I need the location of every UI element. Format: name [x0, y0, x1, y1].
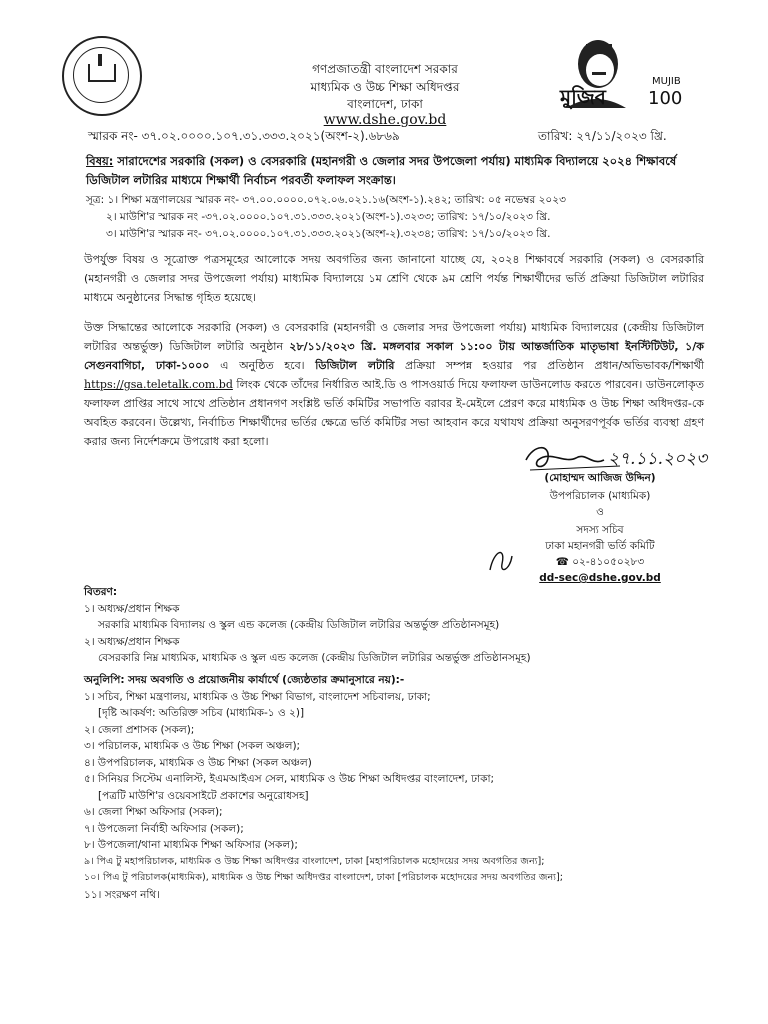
teletalk-link[interactable]: https://gsa.teletalk.com.bd: [84, 378, 233, 391]
paragraph-text: লিংক থেকে তাঁদের নির্ধারিত আই.ডি ও পাসওয়ার্ড দিয়ে ফলাফল ডাউনলোড করতে পারবেন। ডাউনলোকৃত ফলাফল প্রাপ্তির সাথে সাথে প্রতিষ্ঠান প্রধানগণ সংশ্লিষ্ট ভর্তি কমিটির সভাপতি বরাবর ই-মেইলে প্রেরণ করে মাধ্যমিক ও উচ্চ শিক্ষা অধিদপ্তর-কে অবহিত করবেন। উল্লেখ্য, নির্বাচিত শিক্ষার্থীদের ভর্তির ক্ষেত্রে ভর্তি কমিটির সভা আহবান করে যথাযথ প্রক্রিয়া অনুসরণপূর্বক ভর্তির ব্যবস্থা গ্রহণ করার জন্য নির্দেশক্রমে উপরোধ করা হলো।: [84, 378, 704, 448]
reference-item: ১। শিক্ষা মন্ত্রণালয়ের স্মারক নং- ৩৭.০০.০০০০.০৭২.০৬.০২১.১৬(অংশ-১).২৪২; তারিখ: ০৫ নভেম্বর ২০২৩: [107, 194, 566, 206]
signatory-email[interactable]: dd-sec@dshe.gov.bd: [539, 572, 661, 584]
copies-item-note: [দৃষ্টি আকর্ষণ: অতিরিক্ত সচিব (মাধ্যমিক-১ ও ২)]: [98, 707, 305, 719]
copies-item: ৩। পরিচালক, মাধ্যমিক ও উচ্চ শিক্ষা (সকল অঞ্চল);: [84, 740, 301, 752]
copies-item: ১১। সংরক্ষণ নথি।: [84, 888, 160, 901]
mujib-100-logo: [556, 30, 686, 110]
subject-block: [86, 152, 701, 190]
copies-item-note: [পত্রটি মাউশি'র ওয়েবসাইটে প্রকাশের অনুরোধসহ]: [98, 789, 309, 802]
copies-item: ২। জেলা প্রশাসক (সকল);: [84, 723, 195, 736]
signatory-phone: ☎ ০২-৪১০৫০২৮৩: [555, 556, 645, 568]
lottery-datetime-venue: ২৮/১১/২০২৩ খ্রি. মঙ্গলবার সকাল ১১:০০ টায় আন্তর্জাতিক মাতৃভাষা ইনস্টিটিউট, ১/ক সেগুনবাগিচা, ঢাকা-১০০০: [84, 340, 704, 372]
copies-item: ৪। উপপরিচালক, মাধ্যমিক ও উচ্চ শিক্ষা (সকল অঞ্চল): [84, 756, 312, 769]
paragraph-text: উক্ত সিদ্ধান্তের আলোকে সরকারি (সকল) ও বেসরকারি (মহানগরী ও জেলার সদর উপজেলা পর্যায়) মাধ্যমিক বিদ্যালয়ের (কেন্দ্রীয় ডিজিটাল লটারির অন্তর্ভুক্ত) ডিজিটাল লটারি অনুষ্ঠান: [84, 321, 704, 353]
gov-title: গণপ্রজাতন্ত্রী বাংলাদেশ সরকার: [312, 62, 458, 76]
memo-number: স্মারক নং- ৩৭.০২.০০০০.১০৭.৩১.৩৩৩.২০২১(অংশ-২).৬৮৬৯: [88, 129, 400, 143]
place-title: বাংলাদেশ, ঢাকা: [347, 97, 423, 111]
subject-label: বিষয়:: [86, 154, 114, 168]
handwritten-date: ২৭.১১.২০২৩: [608, 449, 708, 469]
body-paragraph-2: [84, 318, 704, 451]
reference-item: ২। মাউশি'র স্মারক নং -৩৭.০২.০০০০.১০৭.৩১.৩৩৩.২০২১(অংশ-১).৩২৩৩; তারিখ: ১৭/১০/২০২৩ খ্রি.: [106, 211, 551, 223]
copies-item: ৯। পিএ টু মহাপরিচালক, মাধ্যমিক ও উচ্চ শিক্ষা অধিদপ্তর বাংলাদেশ, ঢাকা [মহাপরিচালক মহোদয়ের সদয় অবগতির জন্য];: [84, 855, 545, 867]
paragraph-text: প্রক্রিয়া সম্পন্ন হওয়ার পর প্রতিষ্ঠান প্রধান/অভিভাবক/শিক্ষার্থী: [394, 359, 704, 372]
distribution-block: [84, 584, 724, 667]
reference-list: [86, 192, 706, 243]
reference-label: সূত্র:: [86, 194, 105, 206]
copies-item: ৮। উপজেলা/থানা মাধ্যমিক শিক্ষা অফিসার (সকল);: [84, 839, 298, 851]
signatory-name: (মোহাম্মদ আজিজ উদ্দিন): [544, 472, 656, 484]
website-link[interactable]: www.dshe.gov.bd: [323, 112, 447, 128]
memo-date: তারিখ: ২৭/১১/২০২৩ খ্রি.: [538, 129, 667, 143]
distribution-item-detail: বেসরকারি নিম্ন মাধ্যমিক, মাধ্যমিক ও স্কুল এন্ড কলেজ (কেন্দ্রীয় ডিজিটাল লটারির অন্তর্ভুক্ত প্রতিষ্ঠানসমূহ): [98, 652, 531, 664]
copies-item: ৫। সিনিয়র সিস্টেম এনালিস্ট, ইএমআইএস সেল, মাধ্যমিক ও উচ্চ শিক্ষা অধিদপ্তর বাংলাদেশ, ঢাকা;: [84, 773, 495, 785]
signatory-designation: উপপরিচালক (মাধ্যমিক): [549, 490, 651, 502]
reference-item: ৩। মাউশি'র স্মারক নং- ৩৭.০২.০০০০.১০৭.৩১.৩৩৩.২০২১(অংশ-২).৩২৩৪; তারিখ: ১৭/১০/২০২৩ খ্রি.: [106, 228, 551, 240]
seal-book-icon: [88, 64, 116, 82]
digital-lottery-label: ডিজিটাল লটারি: [315, 359, 395, 372]
copies-item: ১। সচিব, শিক্ষা মন্ত্রণালয়, মাধ্যমিক ও উচ্চ শিক্ষা বিভাগ, বাংলাদেশ সচিবালয়, ঢাকা;: [84, 690, 431, 703]
copies-block: [84, 672, 724, 903]
copies-item: ৭। উপজেলা নির্বাহী অফিসার (সকল);: [84, 822, 244, 835]
signatory-and: ও: [596, 506, 604, 518]
distribution-item: ১। অধ্যক্ষ/প্রধান শিক্ষক: [84, 602, 180, 615]
signatory-committee: ঢাকা মহানগরী ভর্তি কমিটি: [545, 540, 655, 552]
signatory-role: সদস্য সচিব: [576, 524, 624, 536]
subject-text: সারাদেশের সরকারি (সকল) ও বেসরকারি (মহানগরী ও জেলার সদর উপজেলা পর্যায়) মাধ্যমিক বিদ্যালয়ে ২০২৪ শিক্ষাবর্ষে ডিজিটাল লটারির মাধ্যমে শিক্ষার্থী নির্বাচন পরবর্তী ফলাফল সংক্রান্ত।: [86, 154, 677, 187]
dept-title: মাধ্যমিক ও উচ্চ শিক্ষা অধিদপ্তর: [310, 80, 460, 94]
dshe-seal-logo: [62, 36, 142, 116]
copies-title: অনুলিপি: সদয় অবগতি ও প্রয়োজনীয় কার্যার্থে (জ্যেষ্ঠতার ক্রমানুসারে নয়):-: [84, 674, 405, 686]
svg-text:MUJIB: MUJIB: [652, 76, 681, 87]
initial-signature: [486, 540, 516, 580]
copies-item: ৬। জেলা শিক্ষা অফিসার (সকল);: [84, 806, 223, 818]
distribution-item-detail: সরকারি মাধ্যমিক বিদ্যালয় ও স্কুল এন্ড কলেজ (কেন্দ্রীয় ডিজিটাল লটারির অন্তর্ভুক্ত প্রতিষ্ঠানসমূহ): [98, 619, 500, 631]
svg-text:100: 100: [648, 88, 683, 109]
body-paragraph-1: উপর্যুক্ত বিষয় ও সূত্রোক্ত পত্রসমূহের আলোকে সদয় অবগতির জন্য জানানো যাচ্ছে যে, ২০২৪ শিক্ষাবর্ষে সরকারি (সকল) ও বেসরকারি (মহানগরী ও জেলার সদর উপজেলা পর্যায়) মাধ্যমিক বিদ্যালয়ে ১ম শ্রেণি থেকে ৯ম শ্রেণি পর্যন্ত শিক্ষার্থীদের ভর্তি প্রক্রিয়া ডিজিটাল লটারির মাধ্যমে অনুষ্ঠানের সিদ্ধান্ত গৃহিত হয়েছে।: [84, 253, 704, 304]
distribution-title: বিতরণ:: [84, 586, 118, 598]
copies-item: ১০। পিএ টু পরিচালক(মাধ্যমিক), মাধ্যমিক ও উচ্চ শিক্ষা অধিদপ্তর বাংলাদেশ, ঢাকা [পরিচালক মহোদয়ের সদয় অবগতির জন্য];: [84, 872, 563, 883]
distribution-item: ২। অধ্যক্ষ/প্রধান শিক্ষক: [84, 635, 180, 648]
paragraph-text: এ অনুষ্ঠিত হবে।: [209, 359, 316, 372]
mujib-logo-text: মুজিব: [560, 85, 606, 109]
